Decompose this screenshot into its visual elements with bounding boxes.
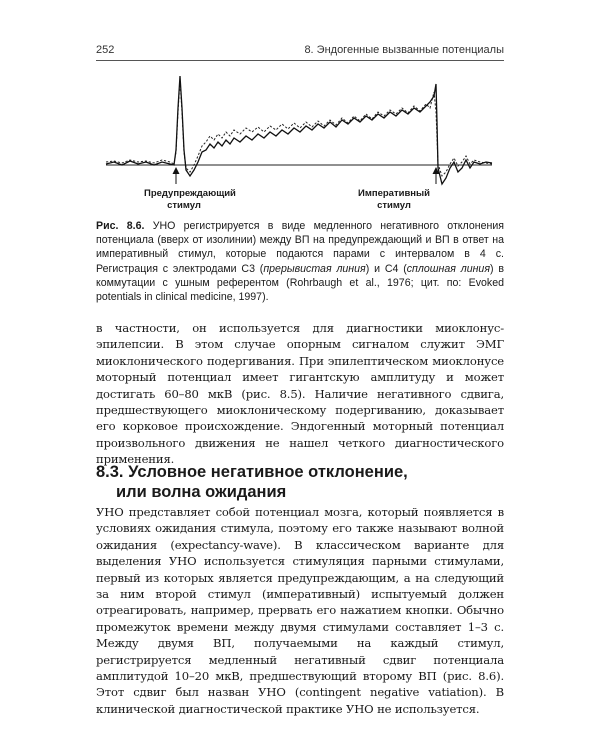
warning-stimulus-label	[144, 188, 236, 212]
paragraph-2-text: УНО представляет собой потенциал мозга, который появляется в условиях ожидания стимула, поэтому его также называют волной ожидания (expectancy-wave). В классическом варианте для выделения УНО используется стимуляция парными стимулами, первый из которых является предупреждающим, а на следующий за ним второй стимул (императивный) испытуемый должен отреагировать, например, прервать его нажатием кнопки. Обычно промежуток времени между двумя стимулами составляет 1–3 с. Между двумя ВП, получаемыми на каждый стимул, регистрируется медленный негативный сдвиг потенциала амплитудой 10–20 мкВ, предшествующий второму ВП (рис. 8.6). Этот сдвиг был назван УНО (contingent negative vatiation). В клинической диагностической практике УНО не используется.	[96, 505, 504, 716]
paragraph-1-text: в частности, он используется для диагностики миоклонус-эпилепсии. В этом случае опорным сигналом служит ЭМГ миоклонического подергивания. При эпилептическом миоклонусе моторный потенциал имеет гигантскую амплитуду и может достигать 60–80 мкВ (рис. 8.5). Наличие негативного сдвига, предшествующего миоклоническому подергиванию, доказывает его корковое происхождение. Эндогенный моторный потенциал произвольного движения не нашел четкого диагностического применения.	[96, 321, 504, 467]
section-heading	[96, 462, 504, 502]
imperative-stimulus-label	[354, 188, 434, 212]
section-heading-line2: или волна ожидания	[116, 483, 287, 501]
header-rule	[96, 60, 504, 61]
trace-c4-solid	[106, 76, 492, 184]
imperative-label-line2: стимул	[377, 200, 411, 211]
caption-text-3: ) в коммутации с ушным референтом (Rohrbaugh et al., 1976; цит. по: Evoked potentials in clinical medicine, 1997).	[96, 262, 504, 304]
caption-solid-label: сплошная линия	[406, 262, 490, 275]
caption-text-1: УНО регистрируется в виде медленного негативного отклонения потенциала (вверх от изолинии) между ВП на предупреждающий и ВП в ответ на императивный стимул, которые подаются парами с интервалом в 4 с. Регистрация с электродами С3 (	[96, 220, 504, 275]
imperative-label-line1: Императивный	[358, 188, 430, 199]
warning-label-line2: стимул	[167, 200, 201, 211]
section-heading-line1: 8.3. Условное негативное отклонение,	[96, 463, 408, 481]
caption-label: Рис. 8.6.	[96, 220, 145, 232]
caption-dashed-label: прерывистая линия	[263, 262, 366, 275]
body-paragraph-2	[96, 504, 504, 717]
running-section-title: 8. Эндогенные вызванные потенциалы	[304, 44, 504, 56]
body-paragraph-1	[96, 320, 504, 468]
warning-label-line1: Предупреждающий	[144, 188, 236, 199]
warning-arrowhead	[173, 167, 180, 174]
running-header	[96, 44, 504, 60]
figure-caption	[96, 219, 504, 304]
caption-text-2: ) и С4 (	[365, 262, 407, 275]
figure-8-6	[100, 72, 500, 222]
page-number: 252	[96, 44, 115, 56]
